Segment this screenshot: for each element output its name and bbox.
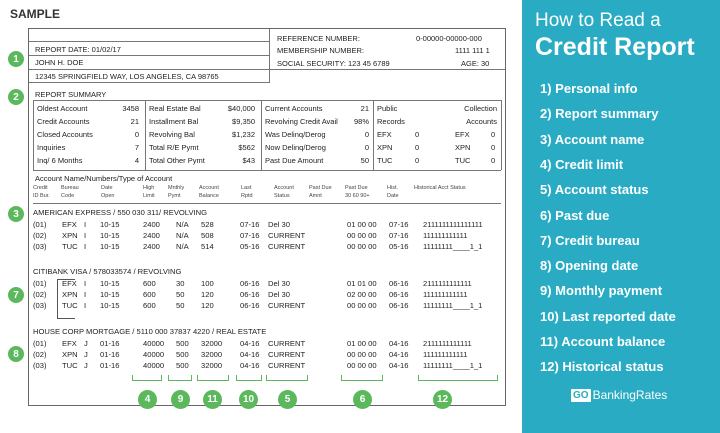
account-cell: 111111111111	[423, 231, 468, 240]
account-cell: CURRENT	[268, 301, 306, 310]
summary-label: Revolving Bal	[149, 130, 195, 139]
account-cell: 2400	[143, 242, 160, 251]
column-header: Historical Acct Status	[414, 185, 466, 191]
column-header: Account	[274, 185, 294, 191]
account-cell: CURRENT	[268, 350, 306, 359]
account-cell: 2400	[143, 220, 160, 229]
logo-name: BankingRates	[592, 388, 668, 402]
account-cell: I	[84, 242, 87, 251]
legend-item: 6) Past due	[540, 207, 610, 223]
account-cell: (02)	[33, 231, 47, 240]
summary-title: REPORT SUMMARY	[35, 90, 107, 99]
account-cell: 2400	[143, 231, 160, 240]
legend-item: 2) Report summary	[540, 106, 659, 122]
summary-value: 21	[360, 104, 369, 113]
account-cell: 500	[176, 361, 189, 370]
summary-label: Accounts	[466, 117, 497, 126]
account-cell: J	[84, 339, 88, 348]
account-cell: J	[84, 361, 88, 370]
reference-value: 0-00000-00000-000	[416, 34, 482, 43]
account-cell: 2111111111111	[423, 279, 472, 288]
reference-label: REFERENCE NUMBER:	[277, 34, 360, 43]
columns-title: Account Name/Numbers/Type of Account	[35, 174, 173, 183]
summary-value: 0	[415, 143, 420, 152]
account-cell: 40000	[143, 339, 165, 348]
account-cell: 50	[176, 301, 185, 310]
summary-label: Records	[377, 117, 405, 126]
summary-value: 50	[360, 156, 369, 165]
account-cell: TUC	[62, 301, 78, 310]
account-cell: 07-16	[389, 220, 409, 229]
summary-value: 0	[491, 143, 496, 152]
account-cell: 11111111____1_1	[423, 301, 483, 310]
bureau-bracket	[57, 279, 75, 319]
account-cell: N/A	[176, 242, 189, 251]
account-cell: 04-16	[240, 361, 260, 370]
bureau-code: XPN	[377, 143, 393, 152]
column-header: Balance	[199, 193, 219, 199]
account-cell: 10-15	[100, 220, 120, 229]
account-cell: 06-16	[240, 290, 260, 299]
account-cell: N/A	[176, 231, 189, 240]
column-header: High	[143, 185, 155, 191]
summary-value: 3458	[122, 104, 139, 113]
account-cell: Del 30	[268, 220, 290, 229]
summary-value: 4	[134, 156, 139, 165]
account-cell: 600	[143, 290, 156, 299]
summary-label: Collection	[464, 104, 497, 113]
account-cell: EFX	[62, 339, 77, 348]
account-cell: 05-16	[389, 242, 409, 251]
account-cell: 500	[176, 350, 189, 359]
account-cell: 50	[176, 290, 185, 299]
summary-label: Current Accounts	[265, 104, 323, 113]
legend-item: 9) Monthly payment	[540, 283, 663, 299]
bureau-code: EFX	[455, 130, 470, 139]
badge-9: 9	[171, 390, 190, 409]
summary-value: 21	[130, 117, 139, 126]
account-cell: 07-16	[240, 231, 260, 240]
membership-value: 1111 111 1	[455, 46, 490, 55]
consumer-name: JOHN H. DOE	[35, 58, 84, 67]
summary-label: Inq/ 6 Months	[37, 156, 83, 165]
bureau-code: TUC	[455, 156, 471, 165]
account-cell: 32000	[201, 361, 223, 370]
badge-3: 3	[8, 206, 24, 222]
summary-label: Inquiries	[37, 143, 66, 152]
legend-item: 4) Credit limit	[540, 156, 624, 172]
column-header: Limit	[143, 193, 155, 199]
column-header: ID Bur.	[33, 193, 50, 199]
column-header: Code	[61, 193, 75, 199]
account-cell: TUC	[62, 361, 78, 370]
account-cell: Del 30	[268, 279, 290, 288]
summary-value: 0	[491, 130, 496, 139]
summary-label: Oldest Account	[37, 104, 88, 113]
account-cell: J	[84, 350, 88, 359]
account-cell: 06-16	[389, 279, 409, 288]
account-cell: (03)	[33, 361, 47, 370]
account-cell: 06-16	[389, 290, 409, 299]
account-cell: 600	[143, 279, 156, 288]
account-cell: 100	[201, 279, 214, 288]
account-cell: 10-15	[100, 279, 120, 288]
badge-6: 6	[353, 390, 372, 409]
legend-item: 7) Credit bureau	[540, 232, 640, 248]
column-header: Mnthly	[168, 185, 185, 191]
account-cell: 00 00 00	[347, 242, 377, 251]
column-header: Bureau	[61, 185, 79, 191]
account-cell: XPN	[62, 290, 78, 299]
summary-label: Past Due Amount	[265, 156, 324, 165]
account-cell: I	[84, 301, 87, 310]
account-cell: 01-16	[100, 350, 120, 359]
account-cell: I	[84, 279, 87, 288]
column-header: Past Due	[309, 185, 332, 191]
legend-item: 3) Account name	[540, 131, 645, 147]
account-cell: 10-15	[100, 290, 120, 299]
account-cell: I	[84, 231, 87, 240]
bureau-code: TUC	[377, 156, 393, 165]
account-cell: (01)	[33, 220, 47, 229]
summary-label: Revolving Credit Avail	[265, 117, 338, 126]
account-cell: 10-15	[100, 231, 120, 240]
column-header: Last	[241, 185, 252, 191]
legend-item: 10) Last reported date	[540, 308, 676, 324]
account-cell: 04-16	[389, 339, 409, 348]
summary-label: Closed Accounts	[37, 130, 93, 139]
summary-value: 7	[134, 143, 139, 152]
legend-item: 5) Account status	[540, 182, 649, 198]
badge-8: 8	[8, 346, 24, 362]
account-cell: 514	[201, 242, 214, 251]
summary-label: Public	[377, 104, 398, 113]
age: AGE: 30	[461, 59, 490, 68]
consumer-address: 12345 SPRINGFIELD WAY, LOS ANGELES, CA 98765	[35, 72, 219, 81]
account-name: HOUSE CORP MORTGAGE / 5110 000 37837 4220 / REAL ESTATE	[33, 327, 267, 336]
account-cell: 06-16	[240, 301, 260, 310]
account-cell: 111111111111	[423, 290, 468, 299]
account-cell: 10-15	[100, 242, 120, 251]
bureau-code: XPN	[455, 143, 471, 152]
account-cell: 40000	[143, 350, 165, 359]
badge-11: 11	[203, 390, 222, 409]
badge-10: 10	[239, 390, 258, 409]
legend-title-line2: Credit Report	[535, 33, 695, 61]
account-cell: 00 00 00	[347, 361, 377, 370]
summary-value: 0	[415, 130, 420, 139]
account-cell: 32000	[201, 350, 223, 359]
account-cell: 00 00 00	[347, 301, 377, 310]
account-cell: 06-16	[389, 301, 409, 310]
summary-label: Real Estate Bal	[149, 104, 201, 113]
summary-label: Credit Accounts	[37, 117, 90, 126]
account-cell: 10-15	[100, 301, 120, 310]
legend-item: 8) Opening date	[540, 258, 639, 274]
account-cell: 11111111____1_1	[423, 242, 483, 251]
account-cell: CURRENT	[268, 231, 306, 240]
account-cell: (02)	[33, 290, 47, 299]
account-cell: Del 30	[268, 290, 290, 299]
column-header: Date	[101, 185, 113, 191]
report-date: REPORT DATE: 01/02/17	[35, 45, 121, 54]
account-cell: 508	[201, 231, 214, 240]
account-cell: 02 00 00	[347, 290, 377, 299]
column-header: Account	[199, 185, 219, 191]
summary-value: 0	[364, 130, 369, 139]
account-cell: 01 01 00	[347, 279, 377, 288]
column-header: Open	[101, 193, 115, 199]
gobankingrates-logo	[571, 387, 667, 403]
account-cell: EFX	[62, 279, 77, 288]
badge-5: 5	[278, 390, 297, 409]
account-cell: (03)	[33, 242, 47, 251]
account-cell: 01-16	[100, 339, 120, 348]
summary-value: 0	[491, 156, 496, 165]
account-name: CITIBANK VISA / 578033574 / REVOLVING	[33, 267, 182, 276]
sample-label: SAMPLE	[10, 7, 61, 21]
account-cell: 07-16	[389, 231, 409, 240]
account-cell: TUC	[62, 242, 78, 251]
account-cell: 01 00 00	[347, 220, 377, 229]
badge-2: 2	[8, 89, 24, 105]
account-cell: 500	[176, 339, 189, 348]
account-cell: 04-16	[240, 339, 260, 348]
account-cell: N/A	[176, 220, 189, 229]
ssn: SOCIAL SECURITY: 123 45 6789	[277, 59, 390, 68]
account-cell: 11111111____1_1	[423, 361, 483, 370]
summary-value: 0	[134, 130, 139, 139]
summary-label: Installment Bal	[149, 117, 199, 126]
column-header: 30 60 90+	[345, 193, 370, 199]
account-cell: 120	[201, 290, 214, 299]
account-cell: XPN	[62, 350, 78, 359]
badge-12: 12	[433, 390, 452, 409]
account-cell: (02)	[33, 350, 47, 359]
account-cell: 00 00 00	[347, 231, 377, 240]
account-cell: 01-16	[100, 361, 120, 370]
account-cell: 2111111111111111	[423, 220, 483, 229]
account-cell: 120	[201, 301, 214, 310]
account-cell: 111111111111	[423, 350, 468, 359]
account-cell: I	[84, 220, 87, 229]
account-cell: I	[84, 290, 87, 299]
legend-item: 1) Personal info	[540, 81, 638, 96]
legend-title-line1: How to Read a	[535, 10, 661, 31]
summary-label: Was Delinq/Derog	[265, 130, 326, 139]
summary-label: Total R/E Pymt	[149, 143, 199, 152]
column-header: Status	[274, 193, 290, 199]
summary-value: 98%	[353, 117, 369, 126]
column-header: Past Due	[345, 185, 368, 191]
account-cell: EFX	[62, 220, 77, 229]
badge-1: 1	[8, 51, 24, 67]
account-cell: 04-16	[389, 350, 409, 359]
account-cell: 01 00 00	[347, 339, 377, 348]
account-cell: (01)	[33, 279, 47, 288]
account-cell: 04-16	[240, 350, 260, 359]
account-cell: CURRENT	[268, 242, 306, 251]
account-cell: 04-16	[389, 361, 409, 370]
summary-value: $40,000	[227, 104, 255, 113]
bureau-code: EFX	[377, 130, 392, 139]
membership-label: MEMBERSHIP NUMBER:	[277, 46, 364, 55]
account-cell: 2111111111111	[423, 339, 472, 348]
summary-value: $1,232	[232, 130, 255, 139]
account-cell: XPN	[62, 231, 78, 240]
logo-go: GO	[573, 389, 589, 401]
account-cell: 32000	[201, 339, 223, 348]
account-cell: 00 00 00	[347, 350, 377, 359]
account-cell: 05-16	[240, 242, 260, 251]
summary-value: 0	[364, 143, 369, 152]
account-cell: 600	[143, 301, 156, 310]
summary-value: $9,350	[232, 117, 255, 126]
column-header: Rptd	[241, 193, 253, 199]
summary-value: $43	[242, 156, 255, 165]
account-cell: (01)	[33, 339, 47, 348]
account-cell: 40000	[143, 361, 165, 370]
account-cell: 528	[201, 220, 214, 229]
badge-7: 7	[8, 287, 24, 303]
account-cell: CURRENT	[268, 361, 306, 370]
column-header: Amnt	[309, 193, 322, 199]
account-name: AMERICAN EXPRESS / 550 030 311/ REVOLVING	[33, 208, 208, 217]
column-header: Pymt	[168, 193, 181, 199]
summary-value: $562	[238, 143, 255, 152]
credit-report	[28, 28, 506, 406]
summary-value: 0	[415, 156, 420, 165]
account-cell: 07-16	[240, 220, 260, 229]
account-cell: CURRENT	[268, 339, 306, 348]
legend-item: 12) Historical status	[540, 359, 664, 375]
account-cell: 06-16	[240, 279, 260, 288]
column-header: Credit	[33, 185, 48, 191]
legend-item: 11) Account balance	[540, 334, 666, 349]
summary-label: Now Delinq/Derog	[265, 143, 326, 152]
account-cell: (03)	[33, 301, 47, 310]
summary-label: Total Other Pymt	[149, 156, 205, 165]
column-header: Hist.	[387, 185, 398, 191]
badge-4: 4	[138, 390, 157, 409]
column-header: Date	[387, 193, 399, 199]
account-cell: 30	[176, 279, 185, 288]
